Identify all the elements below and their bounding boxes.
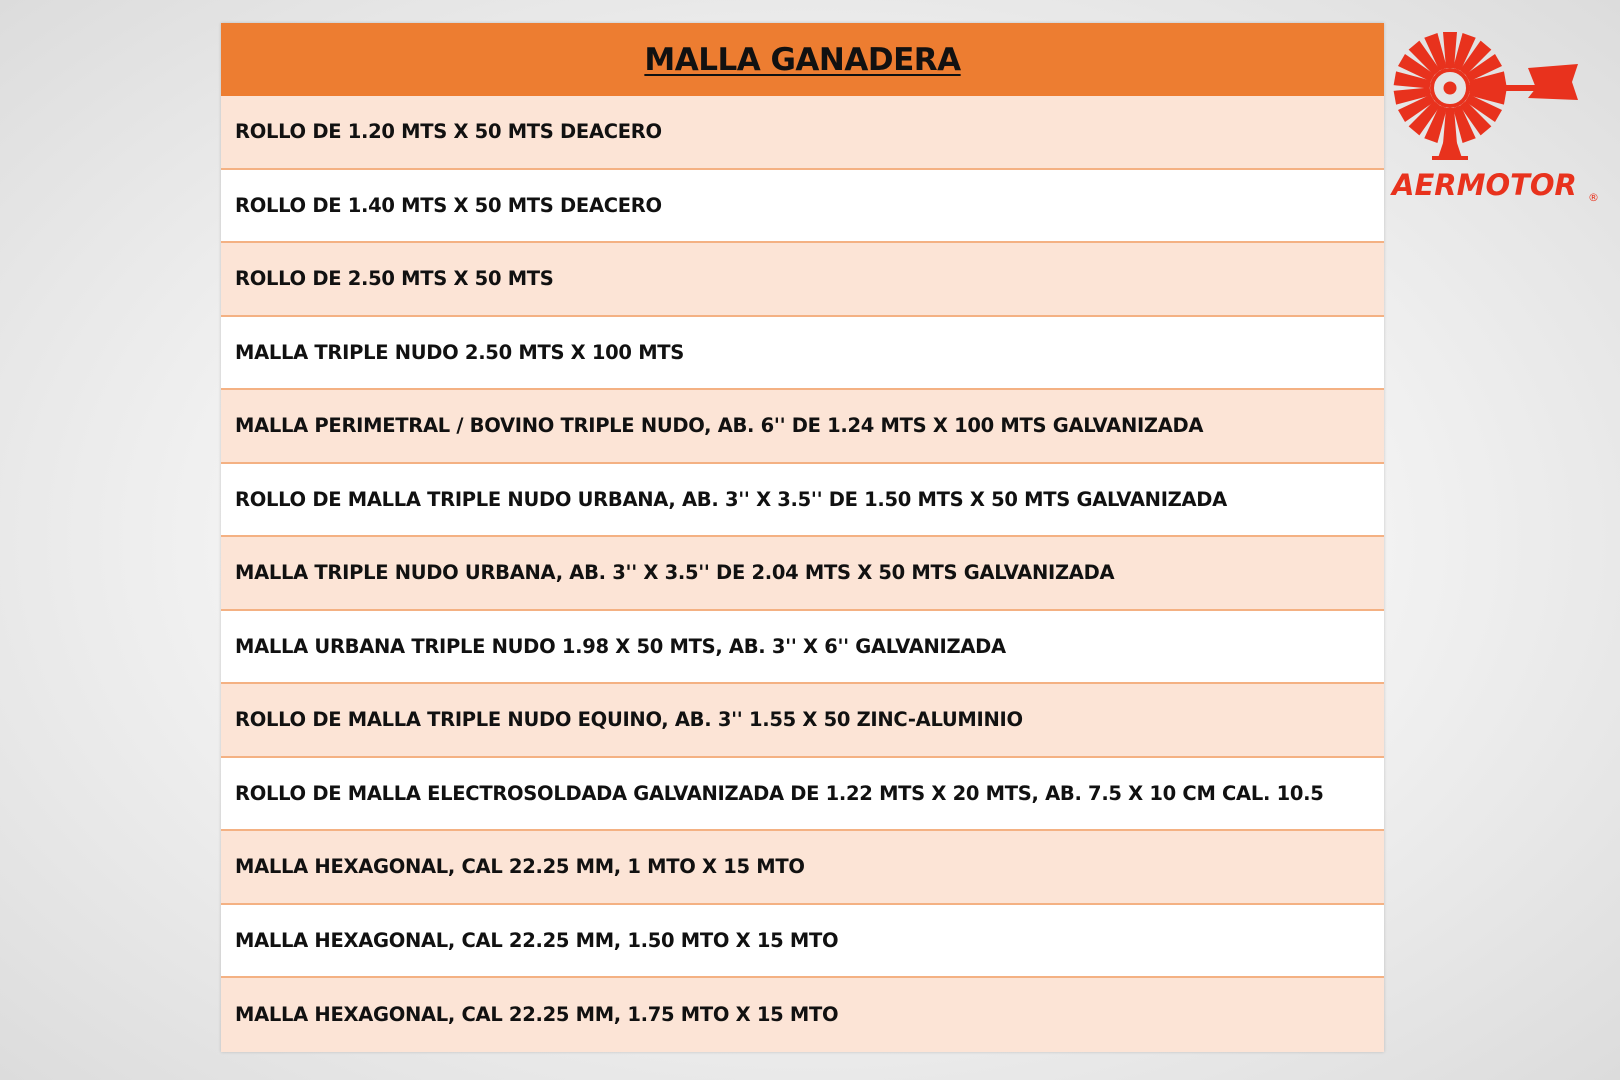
table-row xyxy=(221,96,1384,170)
row-label: ROLLO DE MALLA TRIPLE NUDO URBANA, AB. 3'' X 3.5'' DE 1.50 MTS X 50 MTS GALVANIZADA xyxy=(235,487,1227,511)
table-row xyxy=(221,905,1384,979)
row-label: MALLA HEXAGONAL, CAL 22.25 MM, 1.50 MTO X 15 MTO xyxy=(235,928,839,952)
brand-name: AERMOTOR xyxy=(1392,168,1577,202)
windmill-icon xyxy=(1388,16,1610,166)
table-row xyxy=(221,684,1384,758)
aermotor-logo xyxy=(1388,16,1610,212)
row-label: ROLLO DE MALLA ELECTROSOLDADA GALVANIZADA DE 1.22 MTS X 20 MTS, AB. 7.5 X 10 CM CAL. 10.5 xyxy=(235,781,1324,805)
table-row xyxy=(221,758,1384,832)
table-row xyxy=(221,464,1384,538)
row-label: MALLA HEXAGONAL, CAL 22.25 MM, 1.75 MTO X 15 MTO xyxy=(235,1003,839,1027)
row-label: MALLA TRIPLE NUDO URBANA, AB. 3'' X 3.5'' DE 2.04 MTS X 50 MTS GALVANIZADA xyxy=(235,561,1115,585)
row-label: ROLLO DE MALLA TRIPLE NUDO EQUINO, AB. 3'' 1.55 X 50 ZINC-ALUMINIO xyxy=(235,708,1023,732)
row-label: MALLA URBANA TRIPLE NUDO 1.98 X 50 MTS, AB. 3'' X 6'' GALVANIZADA xyxy=(235,634,1006,658)
product-table xyxy=(221,23,1384,1052)
row-label: ROLLO DE 2.50 MTS X 50 MTS xyxy=(235,267,554,291)
table-rows xyxy=(221,96,1384,1052)
row-label: ROLLO DE 1.20 MTS X 50 MTS DEACERO xyxy=(235,120,662,144)
table-row xyxy=(221,978,1384,1052)
row-label: MALLA HEXAGONAL, CAL 22.25 MM, 1 MTO X 15 MTO xyxy=(235,855,805,879)
table-header xyxy=(221,23,1384,96)
table-row xyxy=(221,243,1384,317)
table-row xyxy=(221,170,1384,244)
table-row xyxy=(221,317,1384,391)
row-label: ROLLO DE 1.40 MTS X 50 MTS DEACERO xyxy=(235,193,662,217)
table-row xyxy=(221,390,1384,464)
table-row xyxy=(221,537,1384,611)
table-row xyxy=(221,611,1384,685)
row-label: MALLA PERIMETRAL / BOVINO TRIPLE NUDO, AB. 6'' DE 1.24 MTS X 100 MTS GALVANIZADA xyxy=(235,414,1204,438)
table-title: MALLA GANADERA xyxy=(644,41,961,78)
registered-mark: ® xyxy=(1588,191,1599,204)
table-row xyxy=(221,831,1384,905)
row-label: MALLA TRIPLE NUDO 2.50 MTS X 100 MTS xyxy=(235,340,685,364)
